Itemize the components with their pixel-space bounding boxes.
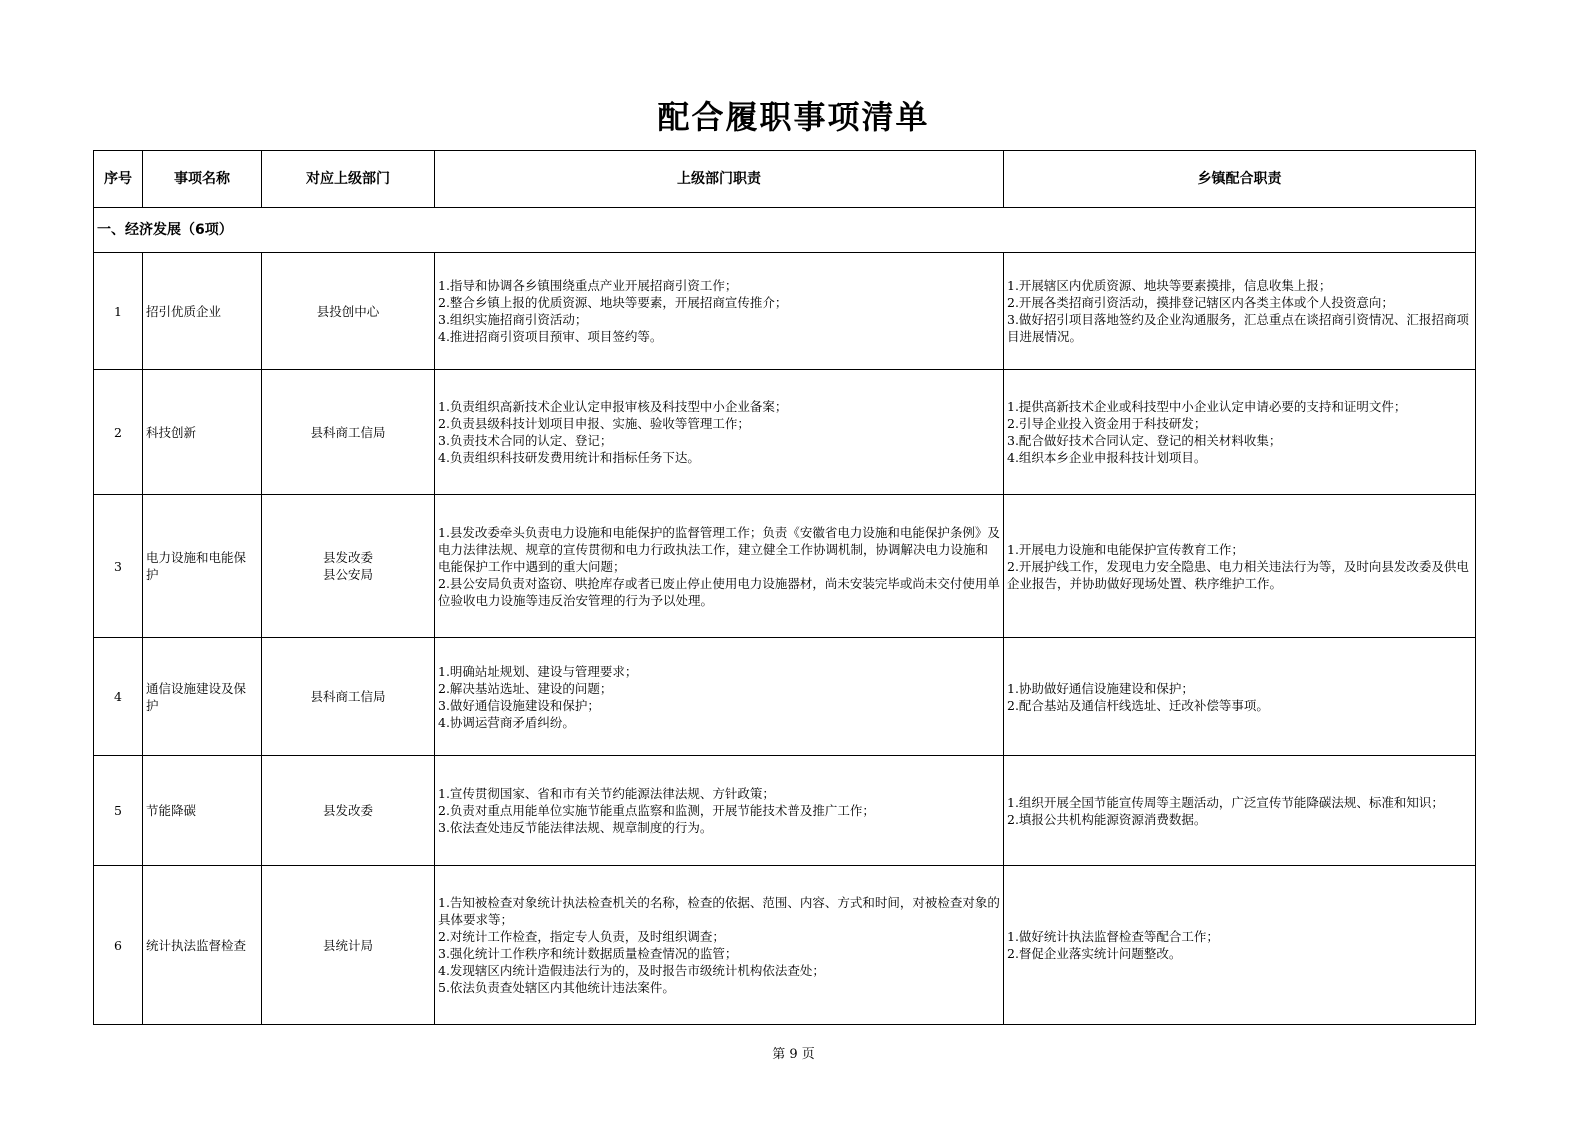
upper-duty-cell	[435, 638, 1004, 756]
town-duty-line: 2.引导企业投入资金用于科技研发；	[1007, 416, 1207, 431]
upper-duty-line: 1.指导和协调各乡镇围绕重点产业开展招商引资工作；	[438, 278, 738, 293]
town-duty-cell	[1004, 756, 1476, 866]
upper-duty-cell	[435, 253, 1004, 370]
town-duty-line: 3.做好招引项目落地签约及企业沟通服务，汇总重点在谈招商引资情况、汇报招商项目进展情况。	[1007, 312, 1469, 344]
header-town-duty: 乡镇配合职责	[1004, 151, 1476, 208]
upper-duty-line: 2.整合乡镇上报的优质资源、地块等要素，开展招商宣传推介；	[438, 295, 788, 310]
row-number: 6	[94, 866, 143, 1025]
town-duty-cell	[1004, 253, 1476, 370]
dept-name: 县发改委	[322, 550, 373, 565]
dept-name: 县发改委	[322, 803, 373, 818]
town-duty-line: 4.组织本乡企业申报科技计划项目。	[1007, 450, 1207, 465]
row-number: 1	[94, 253, 143, 370]
town-duty-line: 1.开展电力设施和电能保护宣传教育工作；	[1007, 541, 1244, 557]
item-name: 科技创新	[143, 370, 262, 495]
page-title: 配合履职事项清单	[657, 98, 930, 136]
table-header-row	[94, 151, 1476, 208]
town-duty-line: 1.协助做好通信设施建设和保护；	[1007, 680, 1194, 696]
row-number: 3	[94, 495, 143, 638]
row-number: 5	[94, 756, 143, 866]
item-name: 统计执法监督检查	[143, 866, 262, 1025]
header-upper-duty: 上级部门职责	[435, 151, 1004, 208]
town-duty-line: 1.提供高新技术企业或科技型中小企业认定申请必要的支持和证明文件；	[1007, 399, 1407, 414]
dept-name: 县科商工信局	[310, 424, 386, 440]
upper-duty-line: 1.县发改委牵头负责电力设施和电能保护的监督管理工作；负责《安徽省电力设施和电能保护条例》及电力法律法规、规章的宣传贯彻和电力行政执法工作，建立健全工作协调机制，协调解决电力设施和电能保护工作中遇到的重大问题；	[438, 524, 1000, 574]
table-row	[94, 866, 1476, 1025]
dept-name: 县统计局	[322, 937, 373, 953]
upper-duty-cell	[435, 866, 1004, 1025]
town-duty-cell	[1004, 370, 1476, 495]
dept-cell	[262, 638, 435, 756]
upper-duty-line: 5.依法负责查处辖区内其他统计违法案件。	[438, 980, 675, 995]
town-duty-line: 1.组织开展全国节能宣传周等主题活动，广泛宣传节能降碳法规、标准和知识；	[1007, 794, 1444, 810]
upper-duty-line: 1.告知被检查对象统计执法检查机关的名称，检查的依据、范围、内容、方式和时间，对被检查对象的具体要求等；	[438, 895, 1000, 927]
dept-name: 县公安局	[322, 567, 373, 582]
upper-duty-line: 3.依法查处违反节能法律法规、规章制度的行为。	[438, 820, 713, 835]
table-row	[94, 638, 1476, 756]
upper-duty-line: 3.做好通信设施建设和保护；	[438, 697, 600, 713]
upper-duty-line: 4.推进招商引资项目预审、项目签约等。	[438, 329, 663, 344]
table-row	[94, 370, 1476, 495]
town-duty-cell	[1004, 638, 1476, 756]
upper-duty-line: 2.县公安局负责对盗窃、哄抢库存或者已废止停止使用电力设施器材，尚未安装完毕或尚未交付使用单位验收电力设施等违反治安管理的行为予以处理。	[438, 575, 1000, 608]
upper-duty-line: 2.负责县级科技计划项目申报、实施、验收等管理工作；	[438, 416, 750, 431]
item-name: 电力设施和电能保护	[143, 495, 262, 638]
item-name: 通信设施建设及保护	[143, 638, 262, 756]
town-duty-cell	[1004, 866, 1476, 1025]
upper-duty-cell	[435, 495, 1004, 638]
town-duty-line: 2.督促企业落实统计问题整改。	[1007, 946, 1182, 961]
upper-duty-line: 4.发现辖区内统计造假违法行为的，及时报告市级统计机构依法查处；	[438, 963, 825, 978]
upper-duty-line: 3.负责技术合同的认定、登记；	[438, 433, 613, 448]
upper-duty-line: 2.解决基站选址、建设的问题；	[438, 680, 613, 696]
page-number: 第 9 页	[772, 1047, 815, 1062]
header-dept: 对应上级部门	[262, 151, 435, 208]
town-duty-line: 2.配合基站及通信杆线选址、迁改补偿等事项。	[1007, 697, 1269, 713]
town-duty-line: 2.开展护线工作，发现电力安全隐患、电力相关违法行为等，及时向县发改委及供电企业报告，并协助做好现场处置、秩序维护工作。	[1007, 558, 1469, 591]
upper-duty-cell	[435, 756, 1004, 866]
dept-name: 县投创中心	[316, 303, 380, 319]
town-duty-cell	[1004, 495, 1476, 638]
upper-duty-line: 2.负责对重点用能单位实施节能重点监察和监测，开展节能技术普及推广工作；	[438, 803, 875, 818]
dept-cell	[262, 253, 435, 370]
upper-duty-line: 4.负责组织科技研发费用统计和指标任务下达。	[438, 450, 700, 465]
town-duty-line: 2.填报公共机构能源资源消费数据。	[1007, 811, 1207, 827]
upper-duty-line: 3.组织实施招商引资活动；	[438, 312, 588, 327]
upper-duty-line: 1.宣传贯彻国家、省和市有关节约能源法律法规、方针政策；	[438, 786, 775, 801]
town-duty-line: 1.开展辖区内优质资源、地块等要素摸排，信息收集上报；	[1007, 278, 1332, 293]
upper-duty-line: 3.强化统计工作秩序和统计数据质量检查情况的监管；	[438, 946, 738, 961]
town-duty-line: 1.做好统计执法监督检查等配合工作；	[1007, 929, 1219, 944]
dept-cell	[262, 756, 435, 866]
dept-cell	[262, 866, 435, 1025]
section-title: 一、经济发展（6项）	[94, 208, 1476, 253]
dept-cell	[262, 495, 435, 638]
table-row	[94, 253, 1476, 370]
table-row	[94, 756, 1476, 866]
row-number: 4	[94, 638, 143, 756]
section-row	[94, 208, 1476, 253]
item-name: 招引优质企业	[143, 253, 262, 370]
upper-duty-cell	[435, 370, 1004, 495]
row-number: 2	[94, 370, 143, 495]
upper-duty-line: 1.明确站址规划、建设与管理要求；	[438, 663, 638, 679]
town-duty-line: 2.开展各类招商引资活动，摸排登记辖区内各类主体或个人投资意向；	[1007, 295, 1394, 310]
header-name: 事项名称	[143, 151, 262, 208]
table-row	[94, 495, 1476, 638]
upper-duty-line: 2.对统计工作检查，指定专人负责，及时组织调查；	[438, 929, 725, 944]
upper-duty-line: 4.协调运营商矛盾纠纷。	[438, 714, 575, 730]
upper-duty-line: 1.负责组织高新技术企业认定申报审核及科技型中小企业备案；	[438, 399, 788, 414]
dept-cell	[262, 370, 435, 495]
header-no: 序号	[94, 151, 143, 208]
duty-table	[93, 150, 1476, 1025]
town-duty-line: 3.配合做好技术合同认定、登记的相关材料收集；	[1007, 433, 1282, 448]
item-name: 节能降碳	[143, 756, 262, 866]
dept-name: 县科商工信局	[310, 689, 386, 704]
